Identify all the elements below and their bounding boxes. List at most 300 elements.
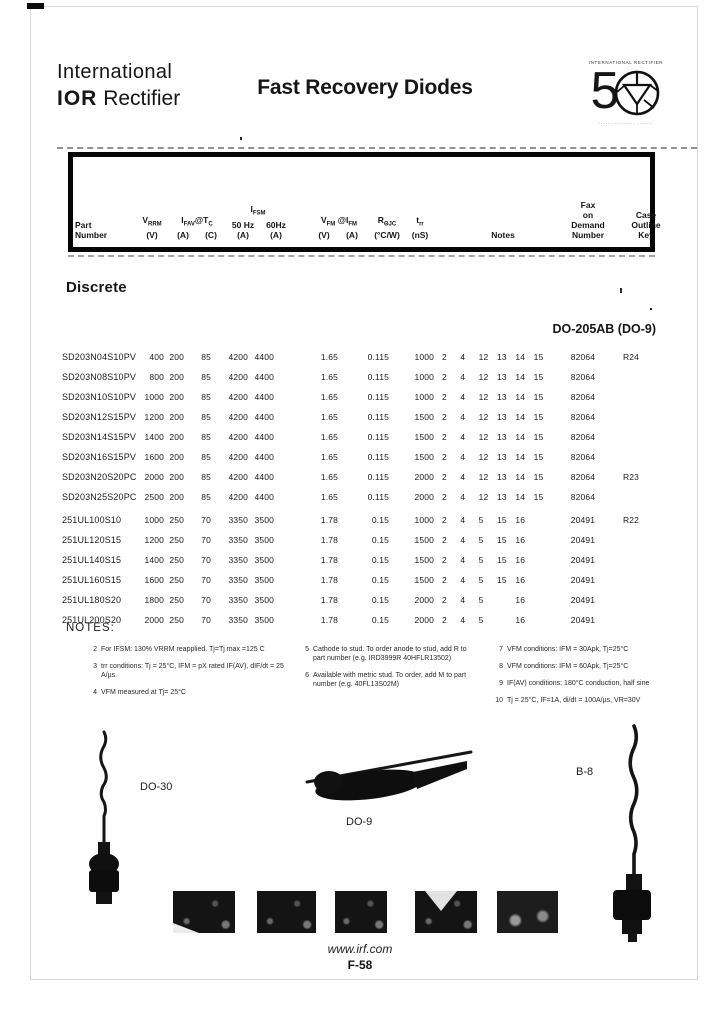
cell-part-number: 251UL160S15 [62, 575, 122, 585]
cell-rthjc: 0.115 [367, 372, 389, 382]
cell-tc: 70 [201, 615, 211, 625]
note-ref: 2 [442, 515, 447, 525]
note-ref [534, 535, 552, 545]
cell-notes [434, 412, 552, 422]
cell-rthjc: 0.115 [367, 472, 389, 482]
note-ref: 2 [442, 452, 447, 462]
cell-ifsm-60hz: 4400 [254, 492, 274, 502]
cell-trr: 1000 [414, 515, 434, 525]
cell-notes [434, 615, 552, 625]
anniversary-digit: 5 [590, 62, 618, 120]
part-table-group-251ul [62, 510, 662, 630]
cell-trr: 1500 [414, 555, 434, 565]
case-outline-label: DO-205AB (DO-9) [552, 322, 656, 336]
note-item [86, 688, 291, 697]
cell-tc: 70 [201, 515, 211, 525]
note-ref: 2 [442, 412, 447, 422]
note-ref: 16 [515, 595, 526, 605]
cell-rthjc: 0.15 [371, 595, 389, 605]
note-item [492, 645, 692, 654]
note-ref: 15 [496, 555, 507, 565]
note-ref: 14 [515, 392, 526, 402]
cell-fax-number: 82064 [570, 372, 596, 382]
cell-tc: 85 [201, 432, 211, 442]
cell-ifsm-50hz: 4200 [228, 372, 248, 382]
cell-notes [434, 595, 552, 605]
note-item [492, 679, 692, 688]
note-ref: 14 [515, 372, 526, 382]
cell-vrrm: 1400 [144, 555, 164, 565]
package-photo-2 [257, 891, 316, 933]
note-ref: 15 [533, 352, 544, 362]
cell-notes [434, 575, 552, 585]
note-number: 9 [499, 680, 503, 687]
note-ref: 2 [442, 372, 447, 382]
cell-rthjc: 0.115 [367, 352, 389, 362]
cell-fax-number: 82064 [570, 352, 596, 362]
note-ref: 16 [515, 535, 526, 545]
note-ref: 15 [533, 492, 544, 502]
cell-tc: 85 [201, 372, 211, 382]
note-ref: 14 [515, 472, 526, 482]
table-row [62, 590, 662, 610]
cell-ifav: 200 [169, 472, 184, 482]
table-row [62, 407, 662, 427]
note-item [492, 662, 692, 671]
cell-trr: 2000 [414, 492, 434, 502]
cell-fax-number: 20491 [570, 595, 596, 605]
cell-part-number: SD203N25S20PC [62, 492, 137, 502]
note-ref: 2 [442, 392, 447, 402]
notes-column-3 [492, 645, 692, 713]
package-photo-4 [415, 891, 477, 933]
note-text: VFM conditions: IFM = 30Apk, Tj=25°C [507, 646, 629, 653]
anniversary-50-logo [583, 60, 669, 126]
note-item [492, 696, 692, 705]
note-ref: 4 [460, 472, 466, 482]
cell-vfm: 1.65 [320, 452, 338, 462]
notes-heading: NOTES: [66, 622, 115, 634]
cell-trr: 1500 [414, 535, 434, 545]
note-ref: 2 [442, 555, 447, 565]
cell-ifsm-60hz: 3500 [254, 535, 274, 545]
cell-trr: 1500 [414, 575, 434, 585]
note-ref: 13 [496, 412, 507, 422]
cell-part-number: 251UL120S15 [62, 535, 122, 545]
note-ref: 16 [515, 515, 526, 525]
cell-vrrm: 1400 [144, 432, 164, 442]
cell-part-number: 251UL180S20 [62, 595, 122, 605]
table-row [62, 447, 662, 467]
anniversary-microtext-bottom: ····· ·········· ······· [598, 121, 654, 126]
cell-vfm: 1.78 [320, 535, 338, 545]
scan-speck [240, 137, 242, 140]
cell-ifsm-60hz: 4400 [254, 452, 274, 462]
b-8-package-image [608, 724, 656, 942]
note-number: 4 [93, 689, 97, 696]
note-ref: 4 [460, 575, 466, 585]
cell-fax-number: 20491 [570, 615, 596, 625]
cell-ifav: 200 [169, 452, 184, 462]
cell-part-number: SD203N10S10PV [62, 392, 136, 402]
ior-logo-glyph: IOR [57, 87, 98, 110]
cell-vrrm: 2000 [144, 472, 164, 482]
cell-trr: 2000 [414, 472, 434, 482]
cell-tc: 70 [201, 535, 211, 545]
note-ref: 4 [460, 412, 466, 422]
anniversary-microtext-top: INTERNATIONAL RECTIFIER [588, 60, 664, 65]
note-ref: 12 [478, 392, 489, 402]
note-ref: 12 [478, 452, 489, 462]
note-item [86, 645, 291, 654]
cell-fax-number: 82064 [570, 412, 596, 422]
note-ref: 15 [496, 575, 507, 585]
cell-ifsm-50hz: 4200 [228, 472, 248, 482]
scan-artifact [27, 3, 44, 9]
cell-ifsm-50hz: 4200 [228, 412, 248, 422]
note-ref: 13 [496, 492, 507, 502]
cell-vfm: 1.65 [320, 372, 338, 382]
note-text: Tj = 25°C, IF=1A, di/dt = 100A/µs, VR=30V [507, 697, 641, 704]
cell-tc: 70 [201, 575, 211, 585]
note-ref: 4 [460, 595, 466, 605]
package-photo-3 [335, 891, 387, 933]
note-ref: 13 [496, 452, 507, 462]
cell-tc: 70 [201, 555, 211, 565]
cell-trr: 1000 [414, 352, 434, 362]
cell-ifav: 200 [169, 372, 184, 382]
cell-ifsm-50hz: 4200 [228, 392, 248, 402]
cell-ifsm-50hz: 3350 [228, 535, 248, 545]
cell-ifsm-60hz: 3500 [254, 615, 274, 625]
cell-rthjc: 0.15 [371, 615, 389, 625]
note-ref: 15 [496, 535, 507, 545]
footer-url: www.irf.com [327, 942, 393, 956]
col-rthjc: $R_{\Theta JC}$ (°C/W) [374, 215, 400, 240]
cell-part-number: 251UL200S20 [62, 615, 122, 625]
cell-vrrm: 1800 [144, 595, 164, 605]
cell-ifsm-60hz: 3500 [254, 575, 274, 585]
note-ref: 14 [515, 412, 526, 422]
note-ref: 4 [460, 392, 466, 402]
note-ref [497, 615, 515, 625]
cell-ifsm-50hz: 3350 [228, 575, 248, 585]
cell-fax-number: 82064 [570, 472, 596, 482]
table-row [62, 427, 662, 447]
note-number: 10 [495, 697, 503, 704]
brand-line2: IOR Rectifier [57, 87, 181, 110]
note-ref: 12 [478, 352, 489, 362]
note-ref: 13 [496, 372, 507, 382]
cell-vfm: 1.65 [320, 352, 338, 362]
cell-notes [434, 492, 552, 502]
cell-case-key: R23 [623, 472, 640, 482]
note-ref: 2 [442, 352, 447, 362]
cell-ifsm-50hz: 3350 [228, 555, 248, 565]
table-row [62, 467, 662, 487]
cell-tc: 85 [201, 472, 211, 482]
notes-column-2 [298, 645, 480, 697]
note-ref: 2 [442, 492, 447, 502]
note-ref: 5 [478, 615, 484, 625]
note-ref: 4 [460, 492, 466, 502]
col-case-outline-key: Case Outline Key [631, 210, 661, 240]
footer-page-number: F-58 [347, 958, 373, 972]
cell-part-number: SD203N12S15PV [62, 412, 136, 422]
cell-vrrm: 400 [149, 352, 164, 362]
cell-notes [434, 535, 552, 545]
cell-vfm: 1.78 [320, 515, 338, 525]
cell-trr: 2000 [414, 615, 434, 625]
note-ref: 4 [460, 515, 466, 525]
note-ref: 2 [442, 615, 447, 625]
note-ref: 15 [496, 515, 507, 525]
note-ref: 4 [460, 452, 466, 462]
note-item [86, 662, 291, 680]
note-ref: 14 [515, 492, 526, 502]
cell-fax-number: 20491 [570, 535, 596, 545]
note-ref: 4 [460, 555, 466, 565]
note-ref: 4 [460, 535, 466, 545]
cell-tc: 85 [201, 452, 211, 462]
part-table-group-sd203 [62, 347, 662, 507]
b-8-label: B-8 [576, 766, 594, 778]
note-ref: 13 [496, 432, 507, 442]
note-ref: 16 [515, 615, 526, 625]
cell-tc: 85 [201, 352, 211, 362]
note-ref: 14 [515, 352, 526, 362]
cell-fax-number: 20491 [570, 555, 596, 565]
cell-vfm: 1.65 [320, 432, 338, 442]
package-photo-1 [173, 891, 235, 933]
cell-rthjc: 0.15 [371, 535, 389, 545]
cell-ifav: 250 [169, 595, 184, 605]
cell-vfm: 1.78 [320, 615, 338, 625]
cell-ifsm-50hz: 4200 [228, 452, 248, 462]
note-ref: 2 [442, 575, 447, 585]
note-ref: 5 [478, 555, 484, 565]
cell-fax-number: 82064 [570, 392, 596, 402]
cell-part-number: SD203N16S15PV [62, 452, 136, 462]
cell-rthjc: 0.115 [367, 492, 389, 502]
note-item [298, 645, 480, 663]
note-ref: 14 [515, 432, 526, 442]
cell-ifsm-60hz: 4400 [254, 372, 274, 382]
ir-logo [57, 62, 180, 110]
cell-ifav: 250 [169, 515, 184, 525]
cell-part-number: SD203N08S10PV [62, 372, 136, 382]
note-text: VFM measured at Tj= 25°C [101, 689, 186, 696]
cell-rthjc: 0.115 [367, 412, 389, 422]
note-ref: 12 [478, 412, 489, 422]
col-ifav-tc: $I_{FAV}@T_C$ (A) (C) [177, 215, 217, 240]
ir-circle-logo-icon [613, 69, 661, 117]
note-ref [534, 575, 552, 585]
note-ref: 15 [533, 392, 544, 402]
note-ref [497, 595, 515, 605]
cell-ifsm-60hz: 4400 [254, 392, 274, 402]
col-ifsm: $I_{FSM}$ 50 Hz 60Hz (A) (A) [231, 204, 286, 240]
cell-ifav: 200 [169, 492, 184, 502]
cell-fax-number: 82064 [570, 452, 596, 462]
cell-fax-number: 20491 [570, 575, 596, 585]
note-ref: 5 [478, 535, 484, 545]
cell-vrrm: 800 [149, 372, 164, 382]
table-row [62, 347, 662, 367]
note-ref: 4 [460, 432, 466, 442]
table-row [62, 570, 662, 590]
spec-table-header [68, 152, 661, 252]
do-30-label: DO-30 [140, 781, 173, 793]
note-ref: 15 [533, 372, 544, 382]
table-row [62, 550, 662, 570]
cell-ifsm-60hz: 4400 [254, 432, 274, 442]
note-ref [534, 595, 552, 605]
cell-ifsm-60hz: 3500 [254, 555, 274, 565]
col-vfm-ifm: $V_{FM}$ $@I_{FM}$ (V) (A) [318, 215, 358, 240]
note-ref: 2 [442, 472, 447, 482]
table-row [62, 510, 662, 530]
cell-vfm: 1.78 [320, 555, 338, 565]
cell-ifsm-50hz: 4200 [228, 352, 248, 362]
cell-ifsm-60hz: 4400 [254, 412, 274, 422]
note-ref [534, 615, 552, 625]
cell-tc: 85 [201, 392, 211, 402]
note-text: VFM conditions: IFM = 60Apk, Tj=25°C [507, 663, 629, 670]
cell-vfm: 1.65 [320, 412, 338, 422]
note-text: IF(AV) conditions: 180°C conduction, half sine [507, 680, 650, 687]
cell-vrrm: 1000 [144, 515, 164, 525]
note-ref: 5 [478, 595, 484, 605]
note-ref: 12 [478, 472, 489, 482]
note-number: 5 [305, 646, 309, 653]
note-number: 6 [305, 672, 309, 679]
cell-vfm: 1.65 [320, 392, 338, 402]
cell-vfm: 1.65 [320, 492, 338, 502]
cell-notes [434, 392, 552, 402]
table-row [62, 387, 662, 407]
note-text: trr conditions: Tj = 25°C, IFM = pX rated IF(AV), dIF/dt = 25 A/µs. [101, 663, 284, 679]
cell-ifav: 250 [169, 555, 184, 565]
cell-trr: 1500 [414, 432, 434, 442]
cell-ifav: 250 [169, 535, 184, 545]
page-title: Fast Recovery Diodes [257, 76, 473, 99]
note-ref [534, 555, 552, 565]
note-ref: 15 [533, 432, 544, 442]
cell-ifsm-50hz: 3350 [228, 515, 248, 525]
note-number: 3 [93, 663, 97, 670]
note-ref: 5 [478, 515, 484, 525]
note-ref: 12 [478, 492, 489, 502]
note-ref: 13 [496, 392, 507, 402]
note-ref: 4 [460, 352, 466, 362]
cell-rthjc: 0.15 [371, 555, 389, 565]
cell-rthjc: 0.15 [371, 575, 389, 585]
notes-column-1 [86, 645, 291, 705]
note-ref: 2 [442, 432, 447, 442]
note-number: 7 [499, 646, 503, 653]
cell-notes [434, 555, 552, 565]
table-row [62, 530, 662, 550]
cell-part-number: SD203N20S20PC [62, 472, 137, 482]
note-ref: 4 [460, 615, 466, 625]
package-photo-5 [497, 891, 558, 933]
cell-tc: 85 [201, 412, 211, 422]
note-ref: 15 [533, 412, 544, 422]
cell-part-number: SD203N04S10PV [62, 352, 136, 362]
note-number: 8 [499, 663, 503, 670]
cell-vfm: 1.65 [320, 472, 338, 482]
cell-ifav: 200 [169, 432, 184, 442]
cell-trr: 1000 [414, 372, 434, 382]
cell-notes [434, 515, 552, 525]
table-row [62, 367, 662, 387]
cell-ifav: 200 [169, 352, 184, 362]
cell-ifsm-50hz: 3350 [228, 615, 248, 625]
cell-ifav: 200 [169, 412, 184, 422]
do-9-label: DO-9 [346, 816, 373, 828]
note-ref: 12 [478, 432, 489, 442]
col-part-number: Part Number [75, 220, 108, 240]
cell-vrrm: 1200 [144, 535, 164, 545]
note-ref: 5 [478, 575, 484, 585]
cell-notes [434, 372, 552, 382]
note-ref: 2 [442, 535, 447, 545]
note-ref: 15 [533, 472, 544, 482]
cell-notes [434, 352, 552, 362]
note-item [298, 671, 480, 689]
section-heading: Discrete [66, 279, 127, 296]
cell-case-key: R22 [623, 515, 640, 525]
cell-tc: 70 [201, 595, 211, 605]
table-row [62, 610, 662, 630]
cell-rthjc: 0.115 [367, 432, 389, 442]
cell-ifsm-50hz: 4200 [228, 432, 248, 442]
brand-line1: International [57, 61, 173, 83]
cell-case-key: R24 [623, 352, 640, 362]
note-ref: 12 [478, 372, 489, 382]
cell-vrrm: 2000 [144, 615, 164, 625]
scan-speck [650, 308, 652, 310]
cell-vrrm: 1600 [144, 452, 164, 462]
cell-ifav: 250 [169, 615, 184, 625]
cell-ifsm-60hz: 4400 [254, 352, 274, 362]
cell-trr: 1500 [414, 412, 434, 422]
cell-rthjc: 0.115 [367, 452, 389, 462]
col-vrrm: $V_{RRM}$ (V) [142, 215, 162, 240]
note-ref: 14 [515, 452, 526, 462]
scan-line [57, 147, 697, 149]
cell-ifsm-60hz: 3500 [254, 515, 274, 525]
cell-part-number: SD203N14S15PV [62, 432, 136, 442]
cell-ifsm-60hz: 4400 [254, 472, 274, 482]
cell-rthjc: 0.115 [367, 392, 389, 402]
note-text: For IFSM: 130% VRRM reapplied. Tj=Tj max =125 C [101, 646, 265, 653]
note-ref: 2 [442, 595, 447, 605]
cell-notes [434, 472, 552, 482]
cell-trr: 1000 [414, 392, 434, 402]
note-ref: 13 [496, 472, 507, 482]
cell-fax-number: 82064 [570, 432, 596, 442]
cell-ifav: 200 [169, 392, 184, 402]
cell-vrrm: 2500 [144, 492, 164, 502]
cell-ifsm-50hz: 3350 [228, 595, 248, 605]
note-ref: 4 [460, 372, 466, 382]
cell-vrrm: 1200 [144, 412, 164, 422]
note-number: 2 [93, 646, 97, 653]
cell-tc: 85 [201, 492, 211, 502]
scan-speck [620, 288, 622, 293]
